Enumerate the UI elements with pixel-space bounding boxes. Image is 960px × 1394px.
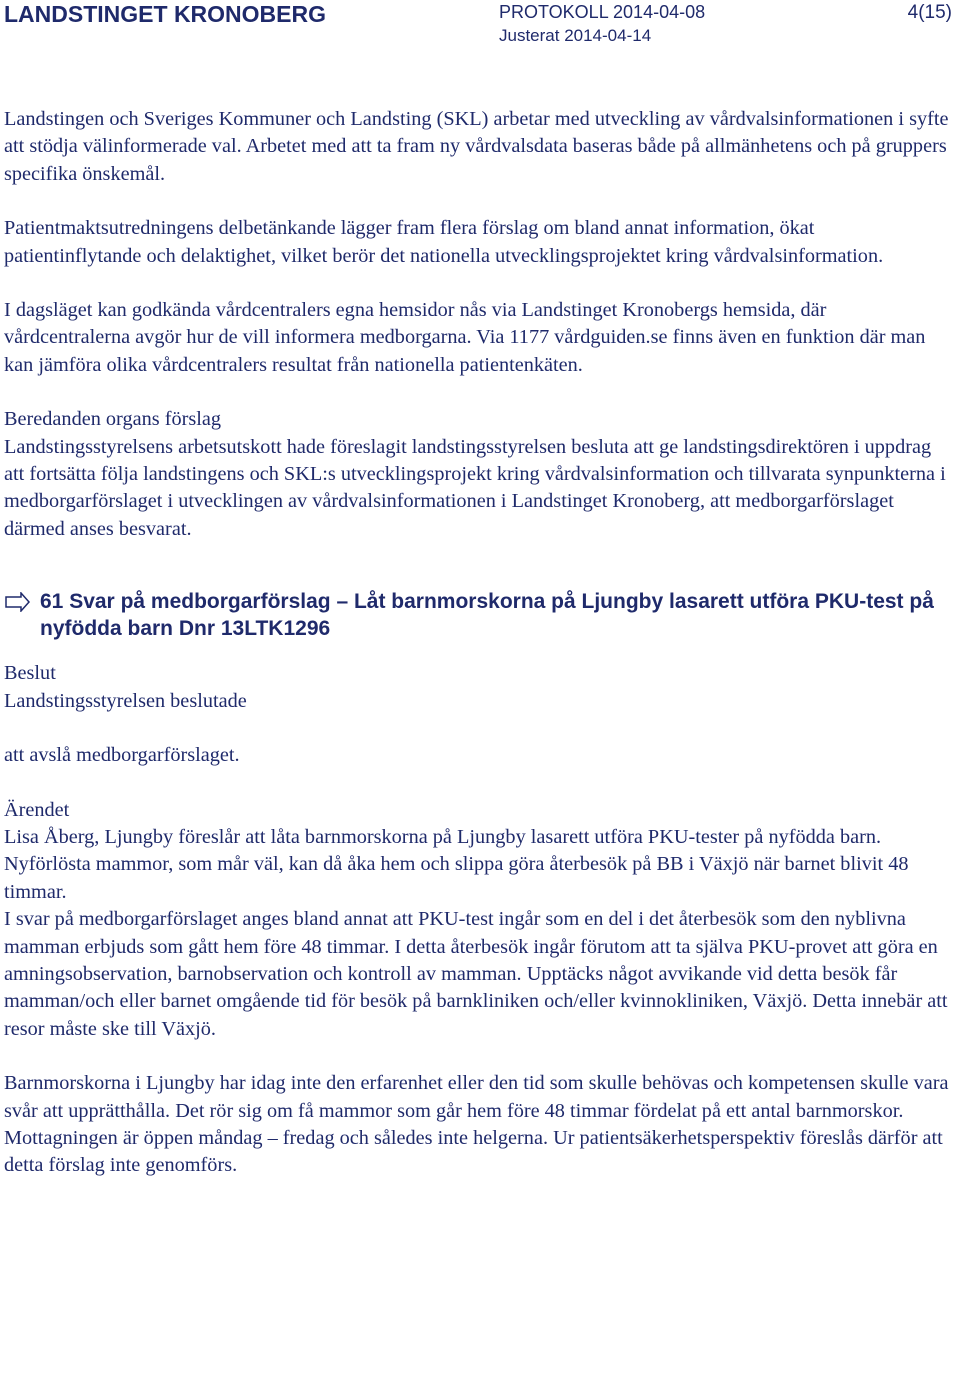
spacer bbox=[4, 770, 954, 797]
page-number: 4(15) bbox=[907, 2, 952, 23]
proposal-heading: Beredanden organs förslag bbox=[4, 408, 222, 431]
page-header bbox=[0, 0, 960, 50]
organization-name: LANDSTINGET KRONOBERG bbox=[4, 1, 326, 27]
paragraph-skl: Landstingen och Sveriges Kommuner och Landsting (SKL) arbetar med utveckling av vårdvalsinformationen i syfte att stödja välinformerade val. Arbetet med att ta fram ny vårdvalsdata baseras både på allmänhetens och på gruppers specifika önskemål. bbox=[4, 108, 949, 185]
spacer bbox=[4, 1043, 954, 1070]
section-heading-61 bbox=[4, 588, 954, 642]
matter-paragraph-2: I svar på medborgarförslaget anges bland annat att PKU-test ingår som en del i det återbesök som den nyblivna mamman erbjuds som gått hem före 48 timmar. I detta återbesök ingår förutom att ta själva PKU-provet att göra en amningsobservation, barnobservation och kontroll av mamman. Upptäcks något avvikande vid detta besök får mamman/och eller barnet omgående tid för besök på barnkliniken och/eller kvinnokliniken, Växjö. Detta innebär att resor måste ske till Växjö. bbox=[4, 908, 948, 1040]
section-heading-text: 61 Svar på medborgarförslag – Låt barnmorskorna på Ljungby lasarett utföra PKU-test på nyfödda barn Dnr 13LTK1296 bbox=[40, 590, 934, 641]
decision-heading: Beslut bbox=[4, 662, 56, 685]
spacer bbox=[4, 379, 954, 406]
adjusted-date: Justerat 2014-04-14 bbox=[499, 26, 652, 45]
paragraph-hemsidor: I dagsläget kan godkända vårdcentralers egna hemsidor nås via Landstinget Kronobergs hemsida, där vårdcentralerna avgör hur de vill informera medborgarna. Via 1177 vårdguiden.se finns även en funktion där man kan jämföra olika vårdcentralers resultat från nationella patientenkäten. bbox=[4, 299, 926, 376]
matter-heading: Ärendet bbox=[4, 798, 70, 821]
document-body bbox=[4, 106, 954, 1180]
protocol-date: PROTOKOLL 2014-04-08 bbox=[499, 2, 706, 22]
paragraph-patientmakt: Patientmaktsutredningens delbetänkande lägger fram flera förslag om bland annat information, ökat patientinflytande och delaktighet, vilket berör det nationella utvecklingsprojektet kring vårdvalsinformation. bbox=[4, 217, 884, 267]
matter-paragraph-1: Lisa Åberg, Ljungby föreslår att låta barnmorskorna på Ljungby lasarett utföra PKU-tester på nyfödda barn. Nyförlösta mammor, som mår väl, kan då åka hem och slippa göra återbesök på BB i Växjö när barnet blivit 48 timmar. bbox=[4, 825, 909, 903]
decision-result-text: avslå medborgarförslaget. bbox=[24, 744, 240, 767]
decision-att: att bbox=[4, 744, 25, 767]
matter-paragraph-3: Barnmorskorna i Ljungby har idag inte den erfarenhet eller den tid som skulle behövas och kompetensen skulle vara svår att upprätthålla. Det rör sig om få mammor som går hem före 48 timmar fördelat på ett antal barnmorskor. Mottagningen är öppen måndag – fredag och således inte helgerna. Ur patientsäkerhetsperspektiv föreslås därför att detta förslag inte genomförs. bbox=[4, 1072, 949, 1177]
decision-text: Landstingsstyrelsen beslutade bbox=[4, 689, 247, 712]
spacer bbox=[4, 188, 954, 215]
decision-result bbox=[4, 742, 954, 769]
proposal-text: Landstingsstyrelsens arbetsutskott hade föreslagit landstingsstyrelsen besluta att ge landstingsdirektören i uppdrag att fortsätta följa landstingens och SKL:s utvecklingsprojekt kring vårdvalsinformation och tillvarata synpunkterna i medborgarförslaget i utvecklingen av vårdvalsinformationen i Landstinget Kronoberg, att medborgarförslaget därmed anses besvarat. bbox=[4, 435, 946, 540]
arrow-icon bbox=[4, 588, 40, 619]
spacer bbox=[4, 715, 954, 742]
spacer bbox=[4, 270, 954, 297]
